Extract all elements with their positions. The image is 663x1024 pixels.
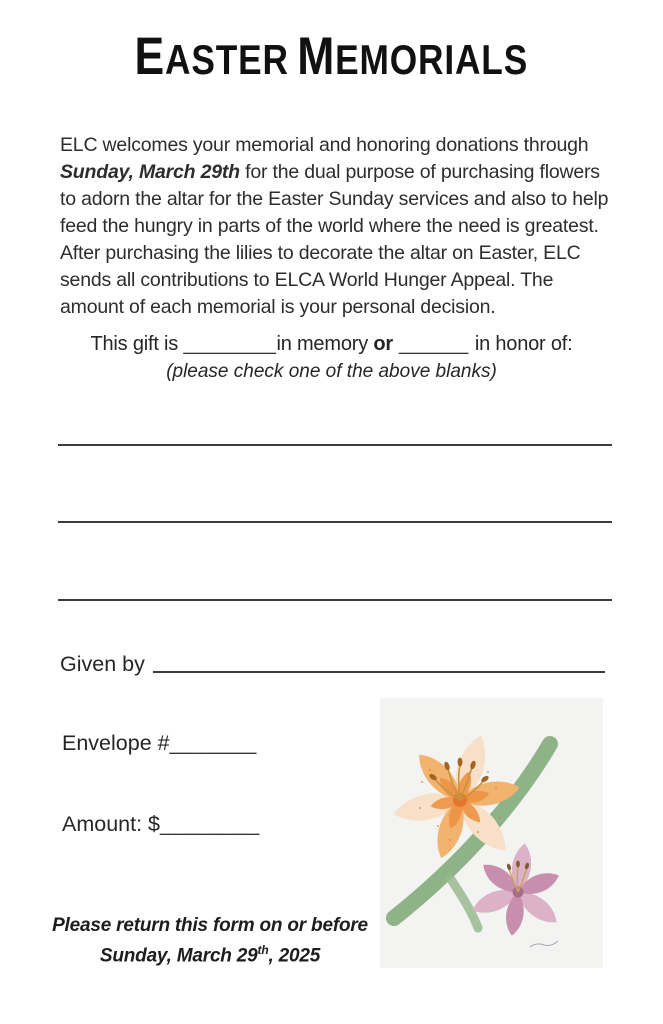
gift-line-part1: This gift is <box>90 333 184 355</box>
amount-field <box>62 812 260 837</box>
gift-line-part3: in honor of: <box>474 333 573 355</box>
envelope-field <box>62 731 257 756</box>
in-honor-check-blank: ______ <box>392 333 475 355</box>
given-by-blank-line <box>153 653 605 673</box>
writing-line-3 <box>58 599 612 601</box>
return-deadline-note <box>50 913 370 968</box>
lily-flowers-image <box>380 698 603 968</box>
gift-line-or: or <box>373 333 393 355</box>
intro-text-post: for the dual purpose of purchasing flowers to adorn the altar for the Easter Sunday services and also to help feed the hungry in parts of the world where the need is greatest. After purchasing the lilies to decorate the altar on Easter, ELC sends all contributions to ELCA World Hunger Appeal. The amount of each memorial is your personal decision. <box>60 160 609 318</box>
writing-line-1 <box>58 444 612 446</box>
intro-deadline-date: Sunday, March 29th <box>60 160 240 183</box>
intro-text-pre: ELC welcomes your memorial and honoring donations through <box>60 133 589 156</box>
amount-blank: ________ <box>160 812 260 836</box>
title-rest-emorials: EMORIALS <box>335 36 529 83</box>
writing-line-2 <box>58 521 612 523</box>
gift-type-line <box>0 333 663 356</box>
page-title <box>0 26 663 87</box>
amount-label: Amount: $ <box>62 812 160 836</box>
return-year: , 2025 <box>268 945 321 967</box>
envelope-blank: _______ <box>169 731 257 755</box>
intro-paragraph <box>60 132 615 321</box>
return-note-line1: Please return this form on or before <box>52 915 368 936</box>
return-date-ordinal: th <box>257 943 269 957</box>
title-rest-aster: ASTER <box>165 36 290 83</box>
envelope-label: Envelope # <box>62 731 170 755</box>
given-by-field <box>60 652 605 677</box>
given-by-label: Given by <box>60 652 145 676</box>
gift-line-part2: in memory <box>276 333 374 355</box>
lily-flowers-svg <box>380 698 603 968</box>
check-one-note: (please check one of the above blanks) <box>166 361 497 382</box>
title-initial-e: E <box>134 27 166 86</box>
in-memory-check-blank: ________ <box>183 333 277 355</box>
return-note-line2 <box>50 938 370 968</box>
return-date: Sunday, March 29 <box>99 945 258 967</box>
title-initial-m: M <box>297 27 336 86</box>
